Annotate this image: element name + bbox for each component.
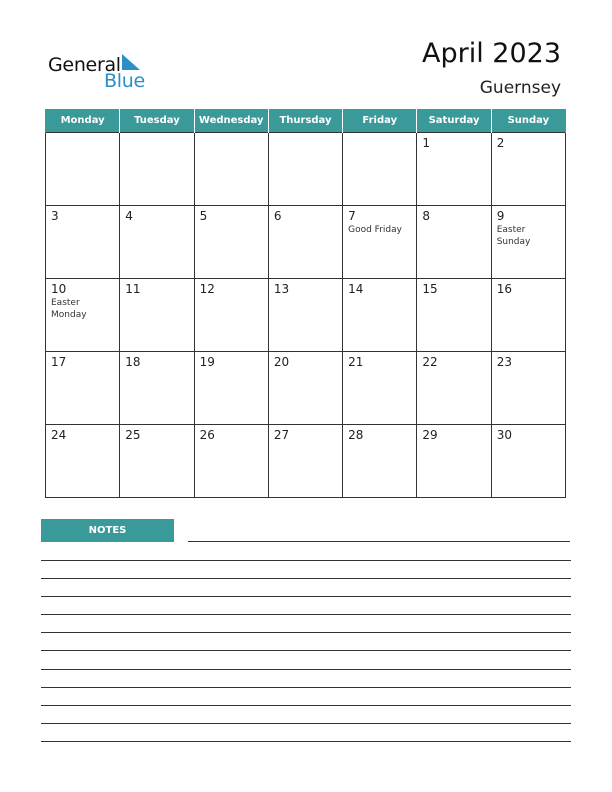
day-cell (194, 351, 268, 424)
holiday-label: Good Friday (348, 224, 402, 235)
notes-line (41, 687, 571, 688)
day-number: 15 (422, 281, 438, 296)
day-cell (417, 351, 491, 424)
day-cell (417, 205, 491, 278)
day-number: 21 (348, 354, 364, 369)
weekday-header: Saturday (417, 109, 491, 132)
day-number: 27 (273, 427, 290, 442)
day-number: 1 (422, 135, 431, 150)
page-title: April 2023 (421, 38, 561, 69)
day-cell (417, 278, 491, 351)
weekday-header: Thursday (268, 109, 342, 132)
notes-line (41, 596, 571, 597)
day-cell (417, 132, 491, 205)
day-cell (343, 351, 417, 424)
day-number: 2 (496, 135, 505, 150)
day-cell (46, 205, 120, 278)
day-number: 26 (199, 427, 215, 442)
day-number: 22 (422, 354, 438, 369)
day-cell (491, 205, 565, 278)
day-cell (491, 424, 565, 497)
week-row (46, 424, 566, 497)
weekday-header-row (46, 109, 566, 132)
day-number: 14 (348, 281, 364, 296)
day-cell (46, 424, 120, 497)
day-cell (46, 278, 120, 351)
weekday-header: Sunday (491, 109, 565, 132)
day-cell (491, 132, 565, 205)
day-number: 24 (51, 427, 67, 442)
notes-line (41, 705, 571, 706)
week-row (46, 351, 566, 424)
page-subtitle: Guernsey (479, 78, 561, 98)
notes-line (41, 741, 571, 742)
day-cell (268, 278, 342, 351)
holiday-label: Easter Monday (51, 297, 87, 320)
week-row (46, 278, 566, 351)
weekday-header: Monday (46, 109, 120, 132)
notes-line (41, 669, 571, 670)
day-number: 30 (496, 427, 512, 442)
day-number: 11 (125, 281, 141, 296)
notes-line (41, 632, 571, 633)
day-number: 16 (496, 281, 512, 296)
weekday-header: Tuesday (120, 109, 194, 132)
day-cell (268, 205, 342, 278)
day-cell (194, 278, 268, 351)
day-cell (491, 278, 565, 351)
day-cell (343, 132, 417, 205)
day-number: 20 (273, 354, 290, 369)
day-cell (343, 205, 417, 278)
logo (48, 52, 158, 92)
day-cell (120, 351, 194, 424)
day-number: 28 (348, 427, 364, 442)
calendar-grid (45, 109, 566, 498)
logo-word-general: General (48, 54, 121, 76)
day-cell (194, 132, 268, 205)
day-cell (194, 205, 268, 278)
day-number: 12 (199, 281, 215, 296)
day-number: 4 (125, 208, 133, 223)
day-number: 13 (273, 281, 290, 296)
day-number: 7 (348, 208, 356, 223)
day-cell (268, 132, 342, 205)
day-cell (491, 351, 565, 424)
day-cell (343, 424, 417, 497)
week-row (46, 132, 566, 205)
day-cell (268, 351, 342, 424)
notes-line (41, 650, 571, 651)
holiday-label: Easter Sunday (496, 224, 531, 247)
logo-word-blue: Blue (104, 70, 145, 92)
day-number: 6 (273, 208, 282, 223)
day-number: 8 (422, 208, 431, 223)
notes-header: NOTES (41, 519, 174, 542)
day-cell (120, 278, 194, 351)
day-cell (194, 424, 268, 497)
day-cell (268, 424, 342, 497)
day-number: 17 (51, 354, 67, 369)
notes-line (41, 560, 571, 561)
weekday-header: Wednesday (194, 109, 268, 132)
notes-line (41, 578, 571, 579)
day-number: 19 (199, 354, 215, 369)
week-row (46, 205, 566, 278)
day-cell (120, 132, 194, 205)
day-number: 10 (51, 281, 67, 296)
notes-line (41, 614, 571, 615)
day-number: 23 (496, 354, 512, 369)
day-number: 3 (51, 208, 59, 223)
day-cell (343, 278, 417, 351)
day-number: 29 (422, 427, 438, 442)
weekday-header: Friday (343, 109, 417, 132)
notes-line (188, 541, 570, 542)
day-cell (46, 351, 120, 424)
day-cell (417, 424, 491, 497)
day-number: 25 (125, 427, 141, 442)
day-cell (120, 205, 194, 278)
day-number: 9 (496, 208, 505, 223)
day-number: 5 (199, 208, 208, 223)
day-number: 18 (125, 354, 141, 369)
day-cell (46, 132, 120, 205)
notes-line (41, 723, 571, 724)
day-cell (120, 424, 194, 497)
